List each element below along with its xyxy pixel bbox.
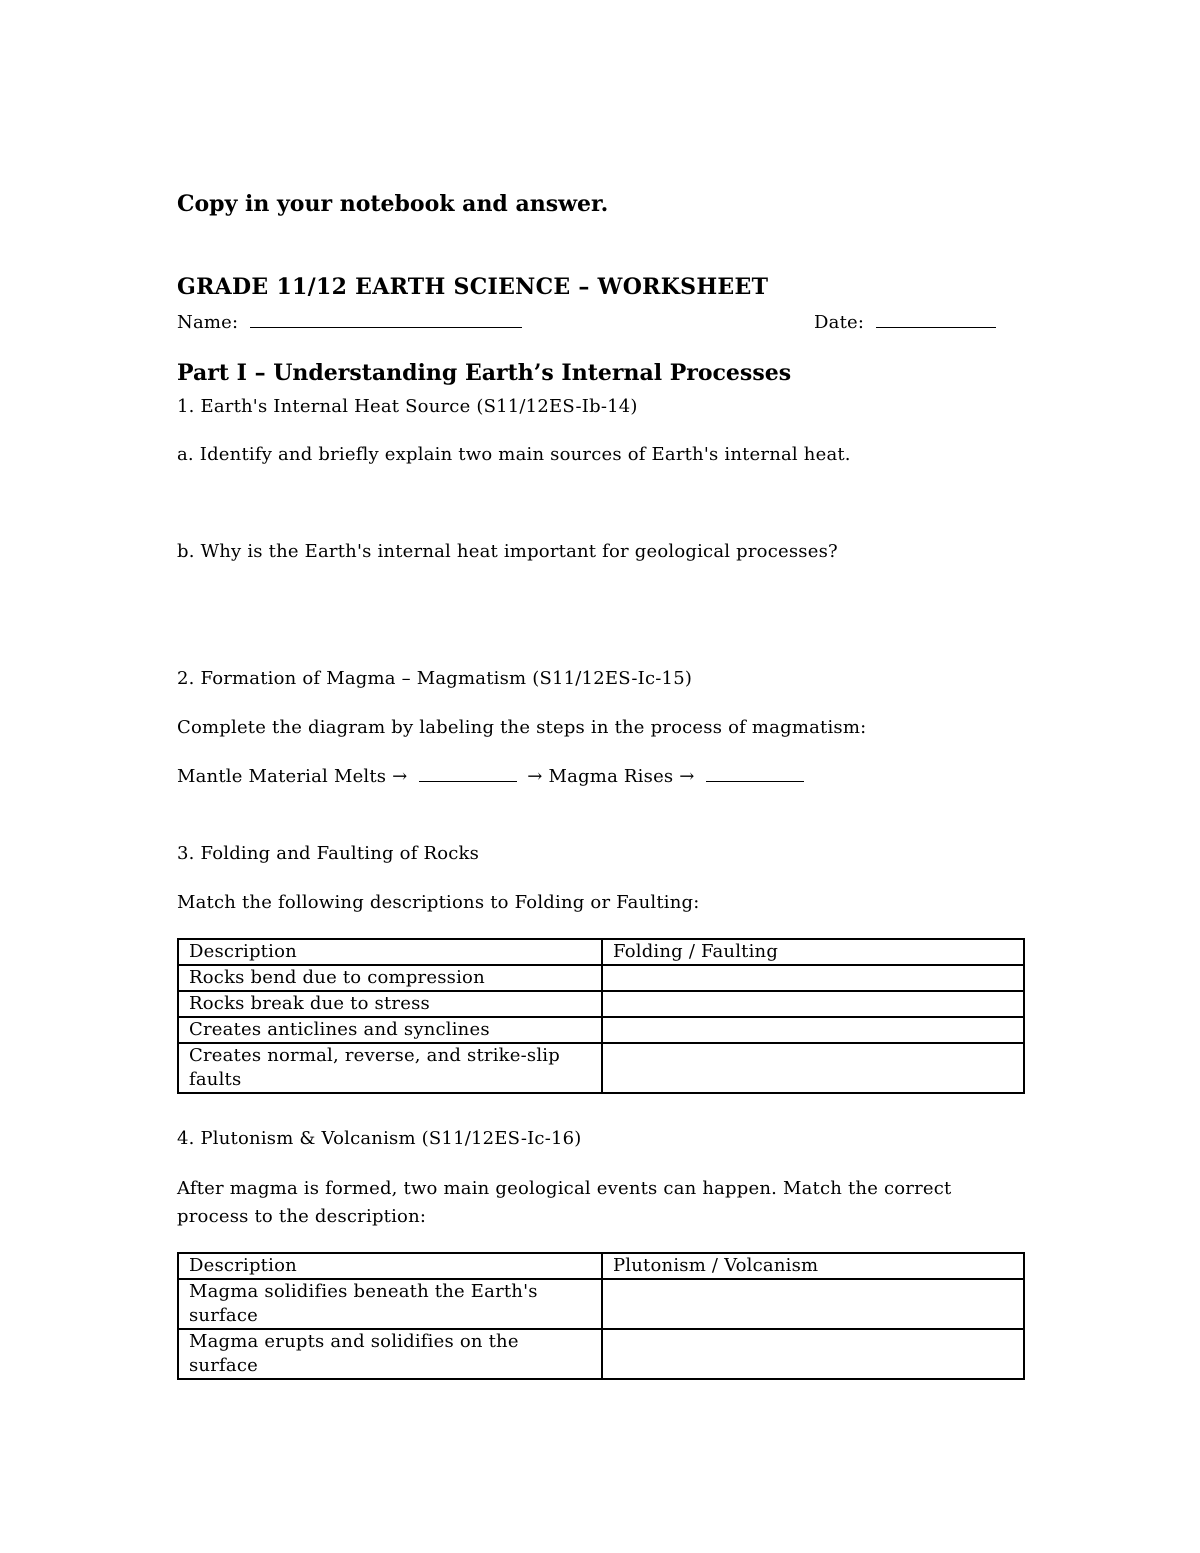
magmatism-blank-2[interactable]	[706, 780, 804, 782]
date-field-row	[814, 312, 996, 333]
folding-faulting-table	[177, 938, 1025, 1094]
answer-cell[interactable]	[602, 1043, 1024, 1093]
table-row	[178, 1279, 1024, 1329]
header-description: Description	[178, 1253, 602, 1279]
q1b-question: b. Why is the Earth's internal heat important for geological processes?	[177, 541, 838, 562]
answer-cell[interactable]	[602, 991, 1024, 1017]
name-field-row	[177, 312, 522, 333]
table-row	[178, 991, 1024, 1017]
part1-heading: Part I – Understanding Earth’s Internal Processes	[177, 360, 792, 386]
answer-cell[interactable]	[602, 1017, 1024, 1043]
header-folding-faulting: Folding / Faulting	[602, 939, 1024, 965]
arrow-icon: →	[527, 766, 543, 787]
name-blank[interactable]	[250, 326, 522, 328]
worksheet-title: GRADE 11/12 EARTH SCIENCE – WORKSHEET	[177, 274, 769, 300]
q4-instruction-line2: process to the description:	[177, 1206, 427, 1227]
copy-instruction: Copy in your notebook and answer.	[177, 191, 609, 217]
table-row	[178, 1329, 1024, 1379]
row-description: Rocks break due to stress	[178, 991, 602, 1017]
table-header-row	[178, 1253, 1024, 1279]
header-description: Description	[178, 939, 602, 965]
answer-cell[interactable]	[602, 1279, 1024, 1329]
table-header-row	[178, 939, 1024, 965]
q3-instruction: Match the following descriptions to Folding or Faulting:	[177, 892, 700, 913]
date-blank[interactable]	[876, 326, 996, 328]
header-plutonism-volcanism: Plutonism / Volcanism	[602, 1253, 1024, 1279]
q2-instruction: Complete the diagram by labeling the steps in the process of magmatism:	[177, 717, 867, 738]
table-row	[178, 1017, 1024, 1043]
row-description: Magma erupts and solidifies on the surface	[178, 1329, 602, 1379]
answer-cell[interactable]	[602, 1329, 1024, 1379]
table-row	[178, 965, 1024, 991]
q3-heading: 3. Folding and Faulting of Rocks	[177, 843, 480, 864]
magmatism-diagram	[177, 766, 804, 787]
q1-heading: 1. Earth's Internal Heat Source (S11/12ES-Ib-14)	[177, 396, 638, 417]
magmatism-blank-1[interactable]	[419, 780, 517, 782]
date-label: Date:	[814, 312, 865, 333]
row-description: Creates normal, reverse, and strike-slip faults	[178, 1043, 602, 1093]
plutonism-volcanism-table	[177, 1252, 1025, 1380]
answer-cell[interactable]	[602, 965, 1024, 991]
row-description: Rocks bend due to compression	[178, 965, 602, 991]
q2-heading: 2. Formation of Magma – Magmatism (S11/12ES-Ic-15)	[177, 668, 693, 689]
row-description: Magma solidifies beneath the Earth's surface	[178, 1279, 602, 1329]
step-mantle-melts: Mantle Material Melts →	[177, 766, 408, 787]
step-magma-rises: Magma Rises →	[548, 766, 695, 787]
name-label: Name:	[177, 312, 239, 333]
q4-instruction-line1: After magma is formed, two main geological events can happen. Match the correct	[177, 1178, 952, 1199]
row-description: Creates anticlines and synclines	[178, 1017, 602, 1043]
table-row	[178, 1043, 1024, 1093]
q1a-question: a. Identify and briefly explain two main sources of Earth's internal heat.	[177, 444, 851, 465]
q4-heading: 4. Plutonism & Volcanism (S11/12ES-Ic-16)	[177, 1128, 582, 1149]
